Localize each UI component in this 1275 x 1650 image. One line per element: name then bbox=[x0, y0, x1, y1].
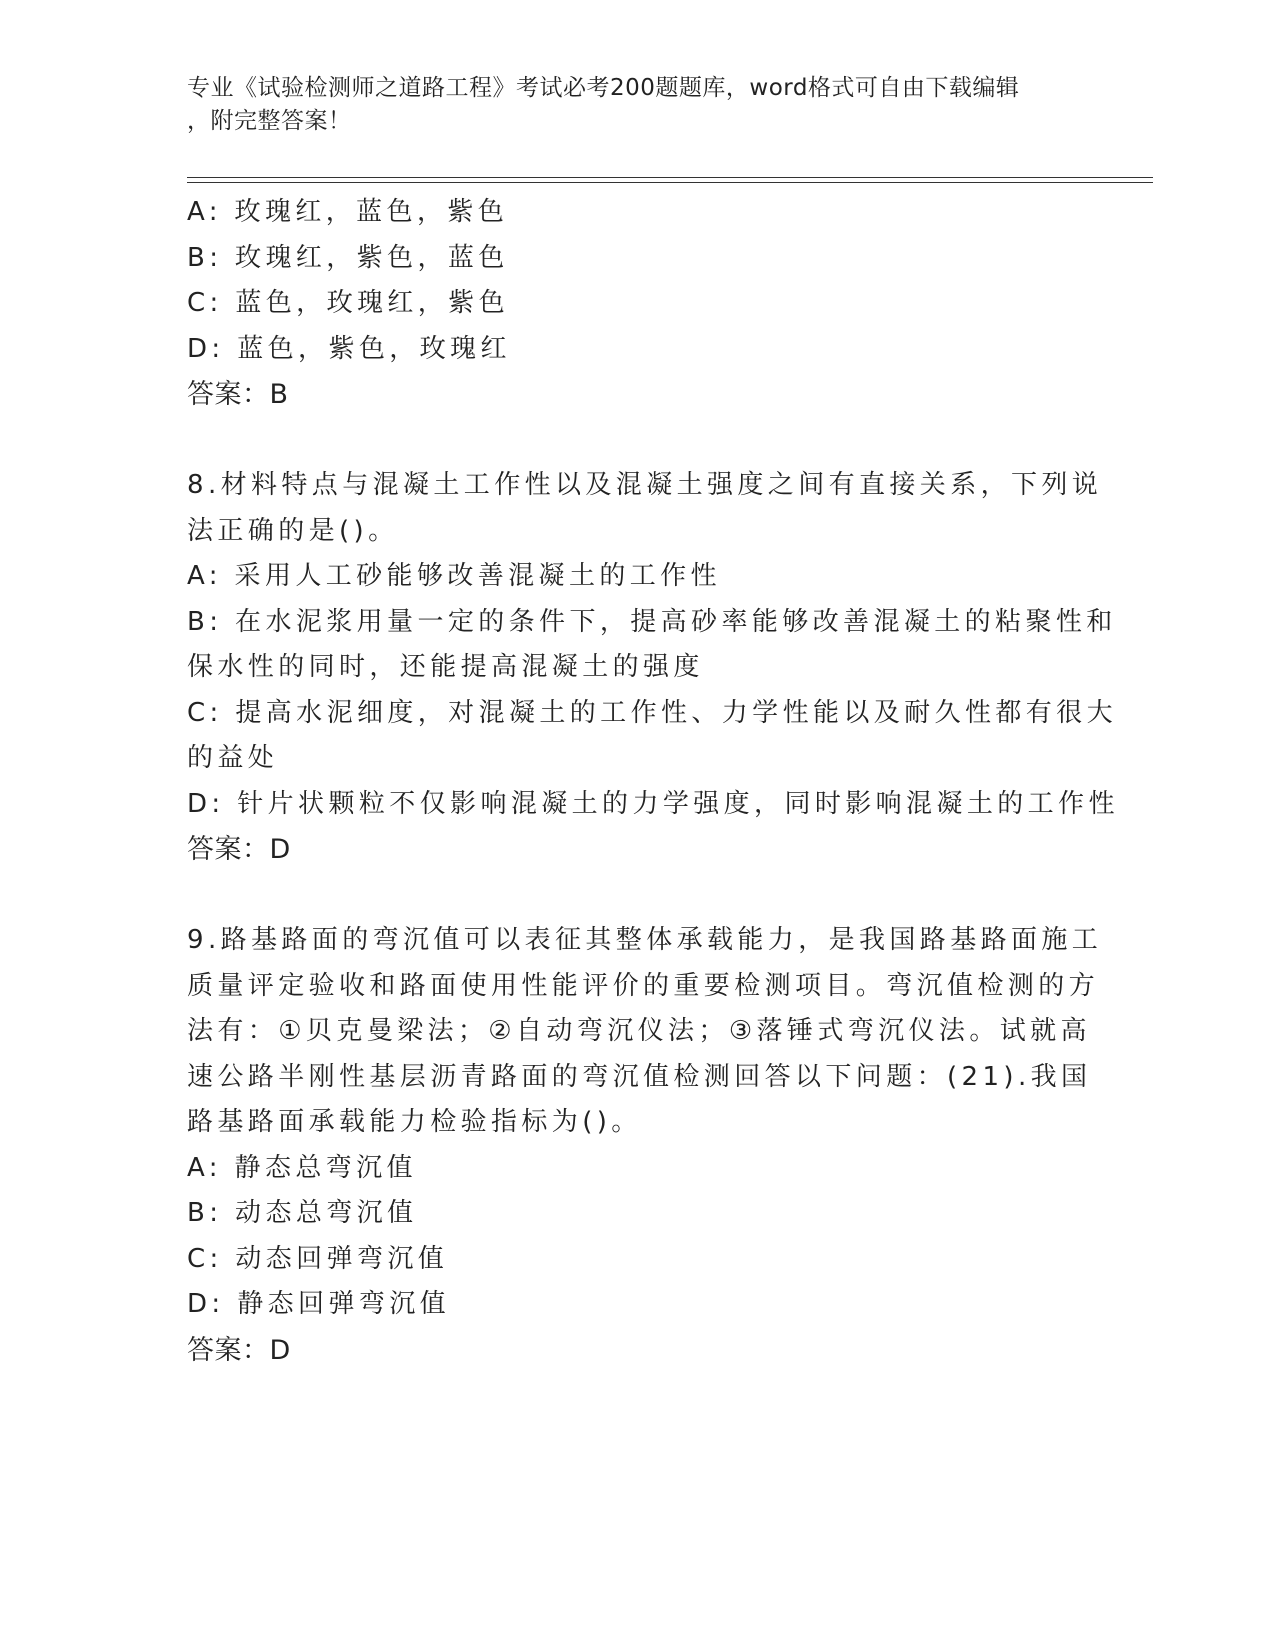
question-9 bbox=[187, 918, 1103, 1374]
q9-stem-line-5: 路基路面承载能力检验指标为()。 bbox=[187, 1107, 642, 1137]
q7-option-a: A: 玫瑰红，蓝色，紫色 bbox=[187, 197, 509, 227]
q9-stem-line-3: 法有：①贝克曼梁法；②自动弯沉仪法；③落锤式弯沉仪法。试就高 bbox=[187, 1016, 1091, 1046]
q8-option-a: A: 采用人工砂能够改善混凝土的工作性 bbox=[187, 561, 721, 591]
q9-option-b: B: 动态总弯沉值 bbox=[187, 1198, 418, 1228]
spacer bbox=[187, 873, 1087, 918]
q7-answer: 答案：B bbox=[187, 379, 289, 410]
header-title-line-1: 专业《试验检测师之道路工程》考试必考200题题库，word格式可自由下载编辑 bbox=[187, 75, 1020, 101]
q8-answer: 答案：D bbox=[187, 834, 291, 865]
q7-option-d: D: 蓝色，紫色，玫瑰红 bbox=[187, 333, 511, 364]
q8-stem-line-2: 法正确的是()。 bbox=[187, 515, 399, 546]
q9-stem-line-4: 速公路半刚性基层沥青路面的弯沉值检测回答以下问题：(21).我国 bbox=[187, 1061, 1092, 1092]
q8-stem-line-1: 8.材料特点与混凝土工作性以及混凝土强度之间有直接关系，下列说 bbox=[187, 470, 1103, 500]
q8-option-c: C: 提高水泥细度，对混凝土的工作性、力学性能以及耐久性都有很大 bbox=[187, 697, 1117, 728]
q9-answer: 答案：D bbox=[187, 1334, 291, 1366]
q8-option-c-cont: 的益处 bbox=[187, 743, 279, 773]
question-7 bbox=[187, 190, 1087, 418]
q7-option-c: C: 蓝色，玫瑰红，紫色 bbox=[187, 288, 509, 318]
document-header bbox=[187, 72, 1087, 138]
q8-option-b-cont: 保水性的同时，还能提高混凝土的强度 bbox=[187, 652, 704, 682]
q9-option-a: A: 静态总弯沉值 bbox=[187, 1152, 417, 1183]
header-divider-top bbox=[187, 177, 1153, 178]
q7-option-b: B: 玫瑰红，紫色，蓝色 bbox=[187, 242, 509, 273]
document-body bbox=[187, 190, 1119, 1374]
q9-stem-line-1: 9.路基路面的弯沉值可以表征其整体承载能力，是我国路基路面施工 bbox=[187, 925, 1103, 955]
header-title-line-2: ，附完整答案！ bbox=[187, 108, 352, 134]
q8-option-d: D: 针片状颗粒不仅影响混凝土的力学强度，同时影响混凝土的工作性 bbox=[187, 788, 1119, 819]
question-8 bbox=[187, 463, 1119, 873]
q9-option-d: D: 静态回弹弯沉值 bbox=[187, 1289, 451, 1319]
header-divider-bottom bbox=[187, 182, 1153, 183]
spacer bbox=[187, 418, 1087, 463]
q9-option-c: C: 动态回弹弯沉值 bbox=[187, 1243, 449, 1274]
q9-stem-line-2: 质量评定验收和路面使用性能评价的重要检测项目。弯沉值检测的方 bbox=[187, 970, 1100, 1001]
q8-option-b: B: 在水泥浆用量一定的条件下，提高砂率能够改善混凝土的粘聚性和 bbox=[187, 606, 1117, 637]
